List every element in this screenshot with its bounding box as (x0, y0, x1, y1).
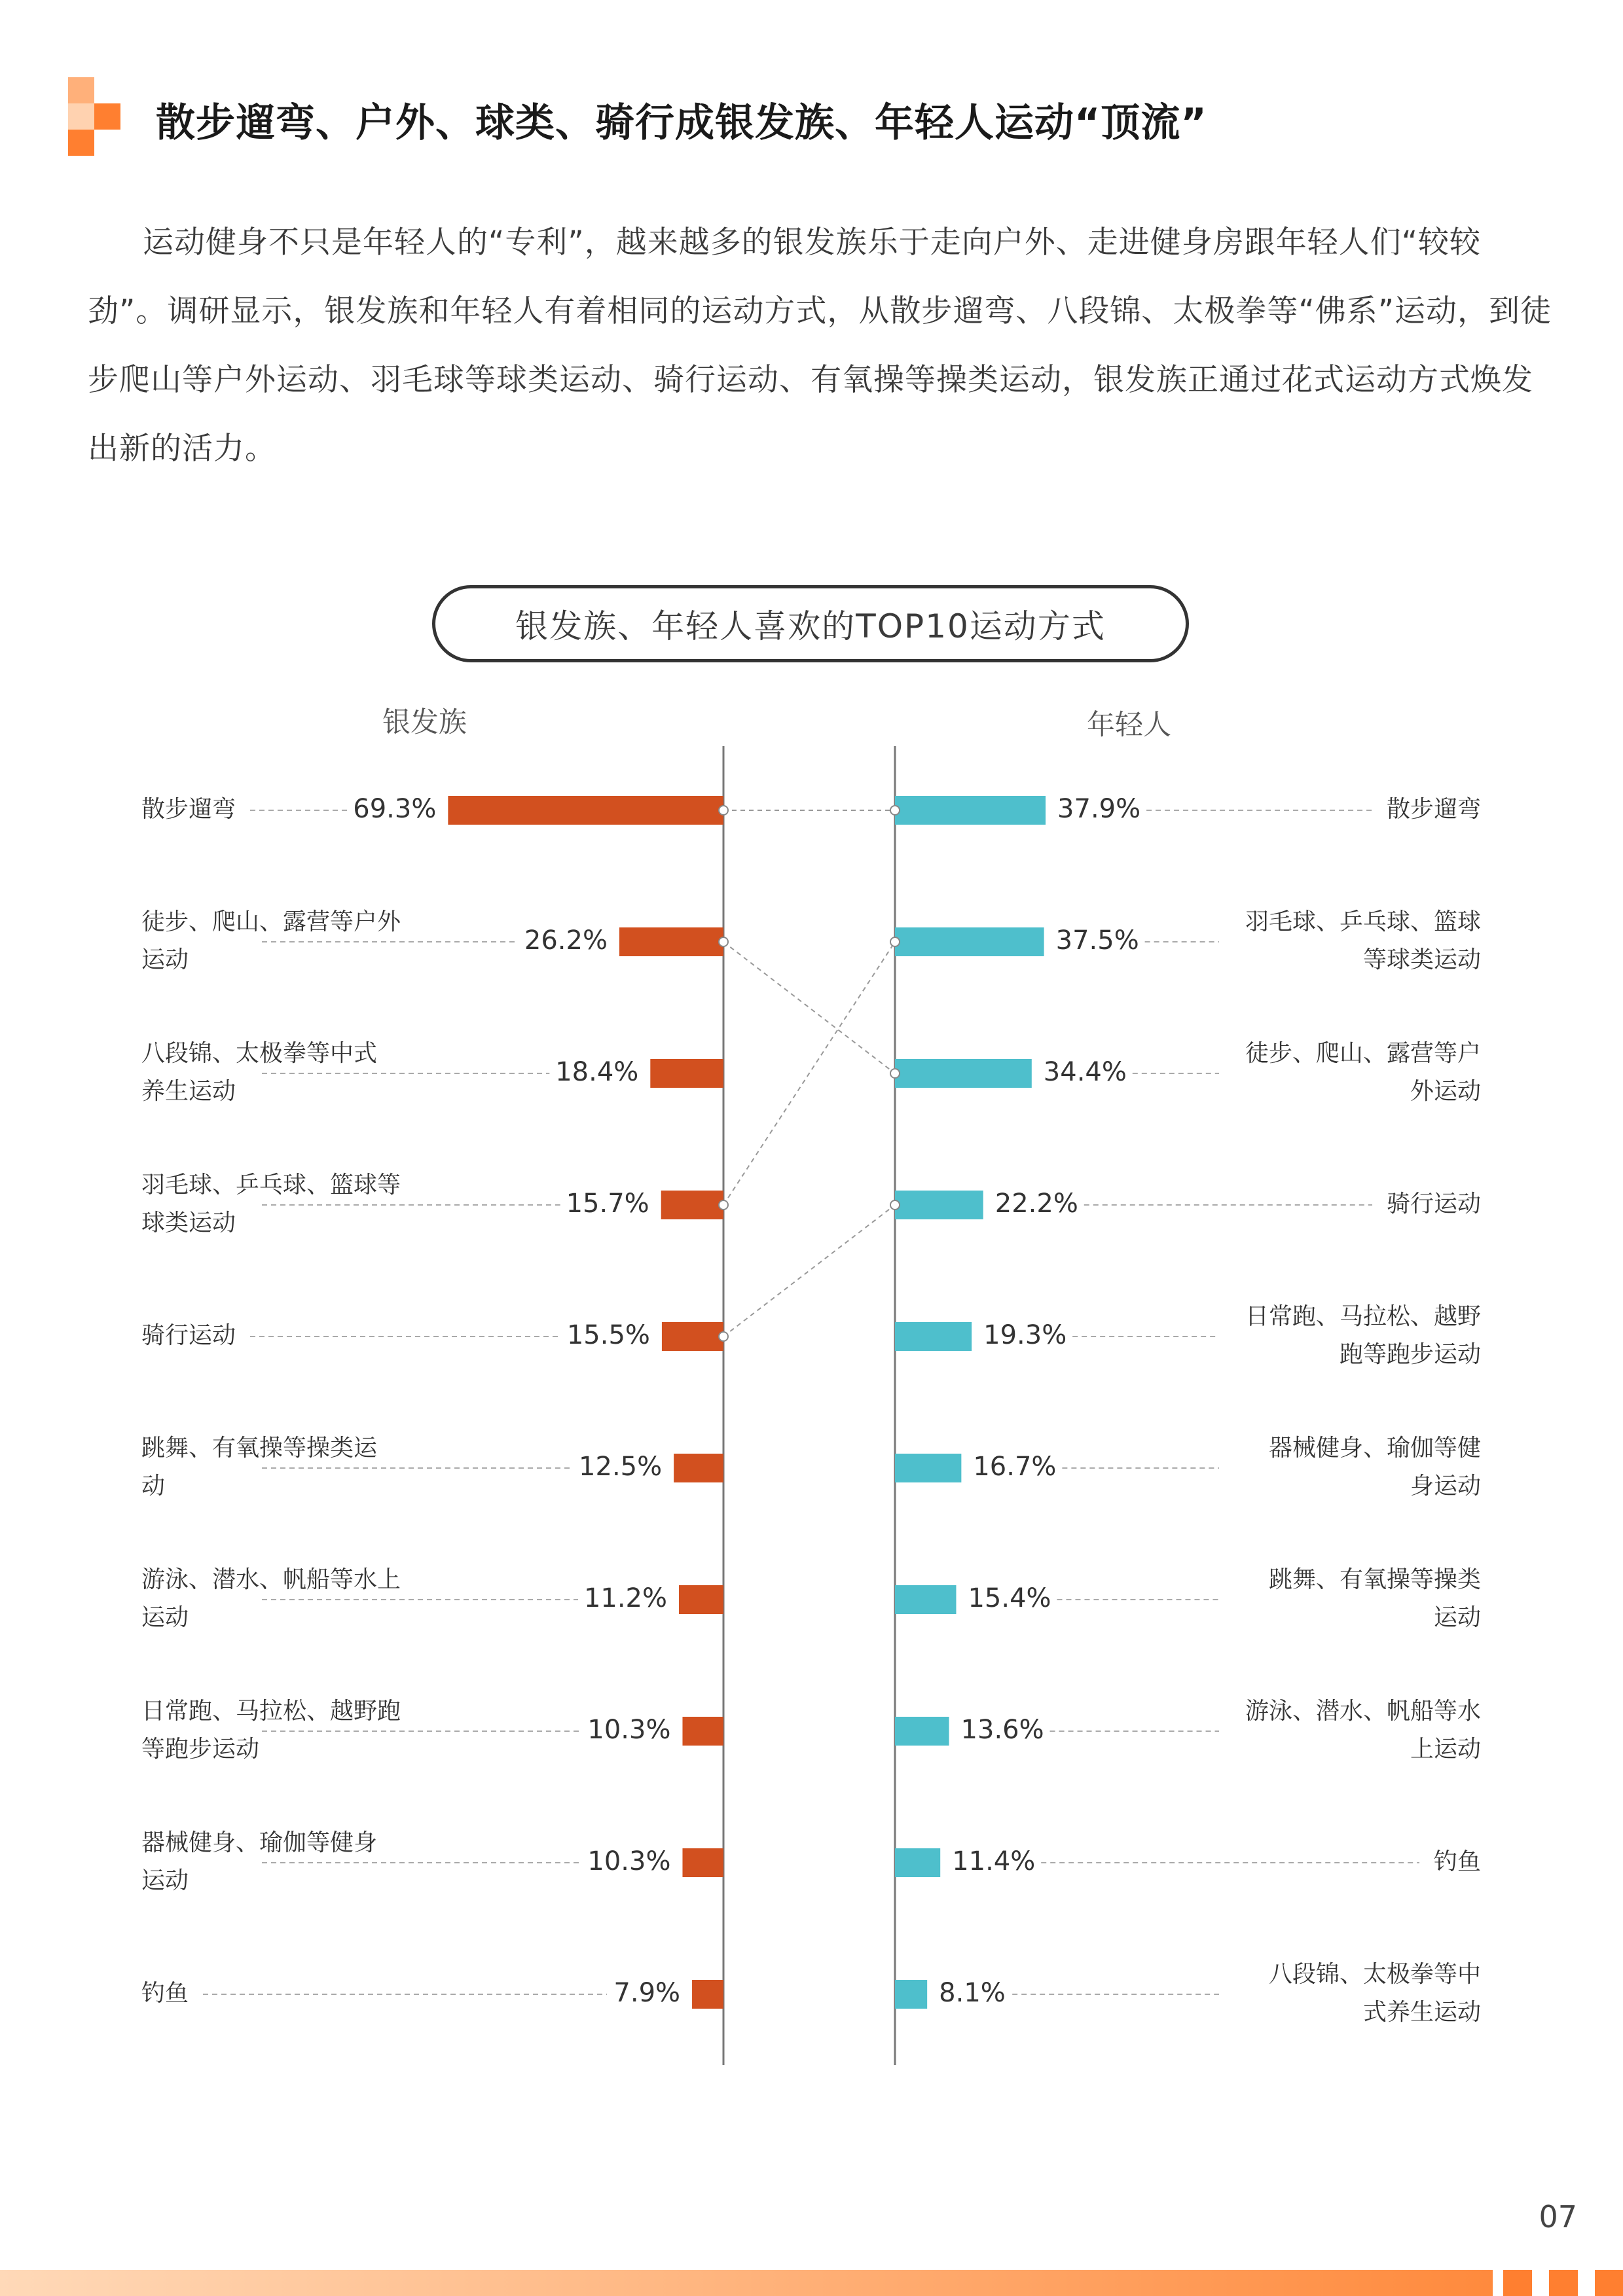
silver-value-label: 69.3% (353, 794, 437, 824)
youth-category-label: 游泳、潜水、帆船等水 (1245, 1698, 1481, 1725)
youth-bar (895, 1585, 956, 1614)
silver-bar (682, 1717, 723, 1746)
connector-dot (890, 1200, 900, 1210)
silver-category-label: 运动 (141, 1867, 189, 1894)
youth-category-label: 骑行运动 (1386, 1191, 1481, 1217)
youth-value-label: 19.3% (983, 1320, 1067, 1350)
youth-category-label: 钓鱼 (1433, 1848, 1481, 1875)
youth-value-label: 11.4% (952, 1846, 1036, 1876)
youth-value-label: 15.4% (968, 1583, 1051, 1613)
footer-square (1503, 2270, 1532, 2296)
youth-category-label: 跳舞、有氧操等操类 (1268, 1566, 1481, 1593)
silver-category-label: 日常跑、马拉松、越野跑 (141, 1698, 401, 1725)
youth-group-label: 年轻人 (1087, 709, 1171, 742)
silver-category-label: 等跑步运动 (141, 1736, 260, 1763)
silver-value-label: 10.3% (587, 1715, 671, 1745)
silver-value-label: 12.5% (579, 1452, 663, 1482)
connector-dot (890, 937, 900, 946)
youth-category-label: 上运动 (1410, 1736, 1481, 1763)
silver-value-label: 15.7% (566, 1189, 649, 1219)
silver-category-label: 钓鱼 (141, 1980, 189, 2007)
silver-bar (682, 1848, 723, 1877)
youth-category-label: 式养生运动 (1362, 1999, 1481, 2026)
silver-category-label: 游泳、潜水、帆船等水上 (141, 1566, 401, 1593)
silver-bar (448, 796, 723, 825)
youth-bar (895, 1322, 972, 1351)
connector-dot (719, 937, 728, 946)
silver-value-label: 10.3% (587, 1846, 671, 1876)
silver-category-label: 八段锦、太极拳等中式 (141, 1040, 378, 1067)
silver-value-label: 11.2% (583, 1583, 668, 1613)
silver-category-label: 羽毛球、乒乓球、篮球等 (141, 1172, 401, 1198)
connector-dot (719, 1200, 728, 1210)
youth-category-label: 等球类运动 (1362, 946, 1481, 973)
youth-category-label: 散步遛弯 (1386, 796, 1481, 823)
youth-bar (895, 1191, 983, 1219)
silver-bar (662, 1322, 723, 1351)
footer-square (1549, 2270, 1578, 2296)
youth-bar (895, 927, 1044, 956)
intro-paragraph: 运动健身不只是年轻人的“专利”，越来越多的银发族乐于走向户外、走进健身房跟年轻人们“较较劲”。调研显示，银发族和年轻人有着相同的运动方式，从散步遛弯、八段锦、太极拳等“佛系”运动，到徒步爬山等户外运动、羽毛球等球类运动、骑行运动、有氧操等操类运动，银发族正通过花式运动方式焕发出新的活力。 (88, 224, 1552, 467)
silver-category-label: 养生运动 (141, 1078, 236, 1105)
silver-category-label: 徒步、爬山、露营等户外 (141, 908, 401, 935)
youth-category-label: 八段锦、太极拳等中 (1268, 1961, 1481, 1988)
silver-category-label: 跳舞、有氧操等操类运 (141, 1435, 378, 1462)
footer-square (1595, 2270, 1623, 2296)
connector-dot (719, 1332, 728, 1341)
youth-bar (895, 1980, 927, 2009)
youth-bar (895, 1717, 949, 1746)
silver-bar (619, 927, 723, 956)
rank-connector-line (723, 1205, 895, 1336)
silver-category-label: 骑行运动 (141, 1322, 236, 1349)
silver-value-label: 18.4% (555, 1057, 639, 1087)
youth-value-label: 34.4% (1043, 1057, 1127, 1087)
youth-bar (895, 1454, 961, 1482)
youth-category-label: 跑等跑步运动 (1339, 1341, 1481, 1368)
youth-category-label: 器械健身、瑜伽等健 (1268, 1435, 1481, 1462)
youth-value-label: 8.1% (939, 1978, 1006, 2008)
silver-bar (661, 1191, 723, 1219)
silver-category-label: 散步遛弯 (141, 796, 236, 823)
silver-bar (674, 1454, 723, 1482)
youth-value-label: 37.5% (1055, 925, 1139, 956)
youth-value-label: 22.2% (994, 1189, 1078, 1219)
silver-bar (650, 1059, 723, 1088)
youth-bar (895, 1848, 940, 1877)
silver-value-label: 15.5% (566, 1320, 650, 1350)
rank-connector-line (723, 942, 895, 1205)
rank-connector-line (723, 942, 895, 1073)
connector-dot (890, 806, 900, 815)
youth-category-label: 徒步、爬山、露营等户 (1245, 1040, 1481, 1067)
silver-bar (679, 1585, 723, 1614)
silver-category-label: 器械健身、瑜伽等健身 (141, 1829, 378, 1856)
silver-group-label: 银发族 (382, 706, 467, 739)
silver-category-label: 动 (141, 1473, 166, 1499)
footer-bar (0, 2270, 1493, 2296)
silver-category-label: 球类运动 (141, 1210, 236, 1236)
connector-dot (719, 806, 728, 815)
youth-value-label: 16.7% (973, 1452, 1057, 1482)
page-number: 07 (1539, 2199, 1577, 2234)
youth-category-label: 运动 (1433, 1604, 1481, 1631)
silver-category-label: 运动 (141, 1604, 189, 1631)
silver-category-label: 运动 (141, 946, 189, 973)
youth-category-label: 日常跑、马拉松、越野 (1245, 1303, 1481, 1330)
youth-value-label: 37.9% (1057, 794, 1141, 824)
silver-value-label: 26.2% (524, 925, 608, 956)
silver-bar (692, 1980, 723, 2009)
youth-category-label: 身运动 (1410, 1473, 1481, 1499)
youth-category-label: 羽毛球、乒乓球、篮球 (1245, 908, 1481, 935)
chart-title: 银发族、年轻人喜欢的TOP10运动方式 (432, 585, 1189, 662)
youth-bar (895, 1059, 1032, 1088)
youth-value-label: 13.6% (960, 1715, 1044, 1745)
connector-dot (890, 1069, 900, 1078)
silver-value-label: 7.9% (613, 1978, 681, 2008)
page-title: 散步遛弯、户外、球类、骑行成银发族、年轻人运动“顶流” (156, 100, 1207, 146)
youth-bar (895, 796, 1046, 825)
youth-category-label: 外运动 (1410, 1078, 1481, 1105)
